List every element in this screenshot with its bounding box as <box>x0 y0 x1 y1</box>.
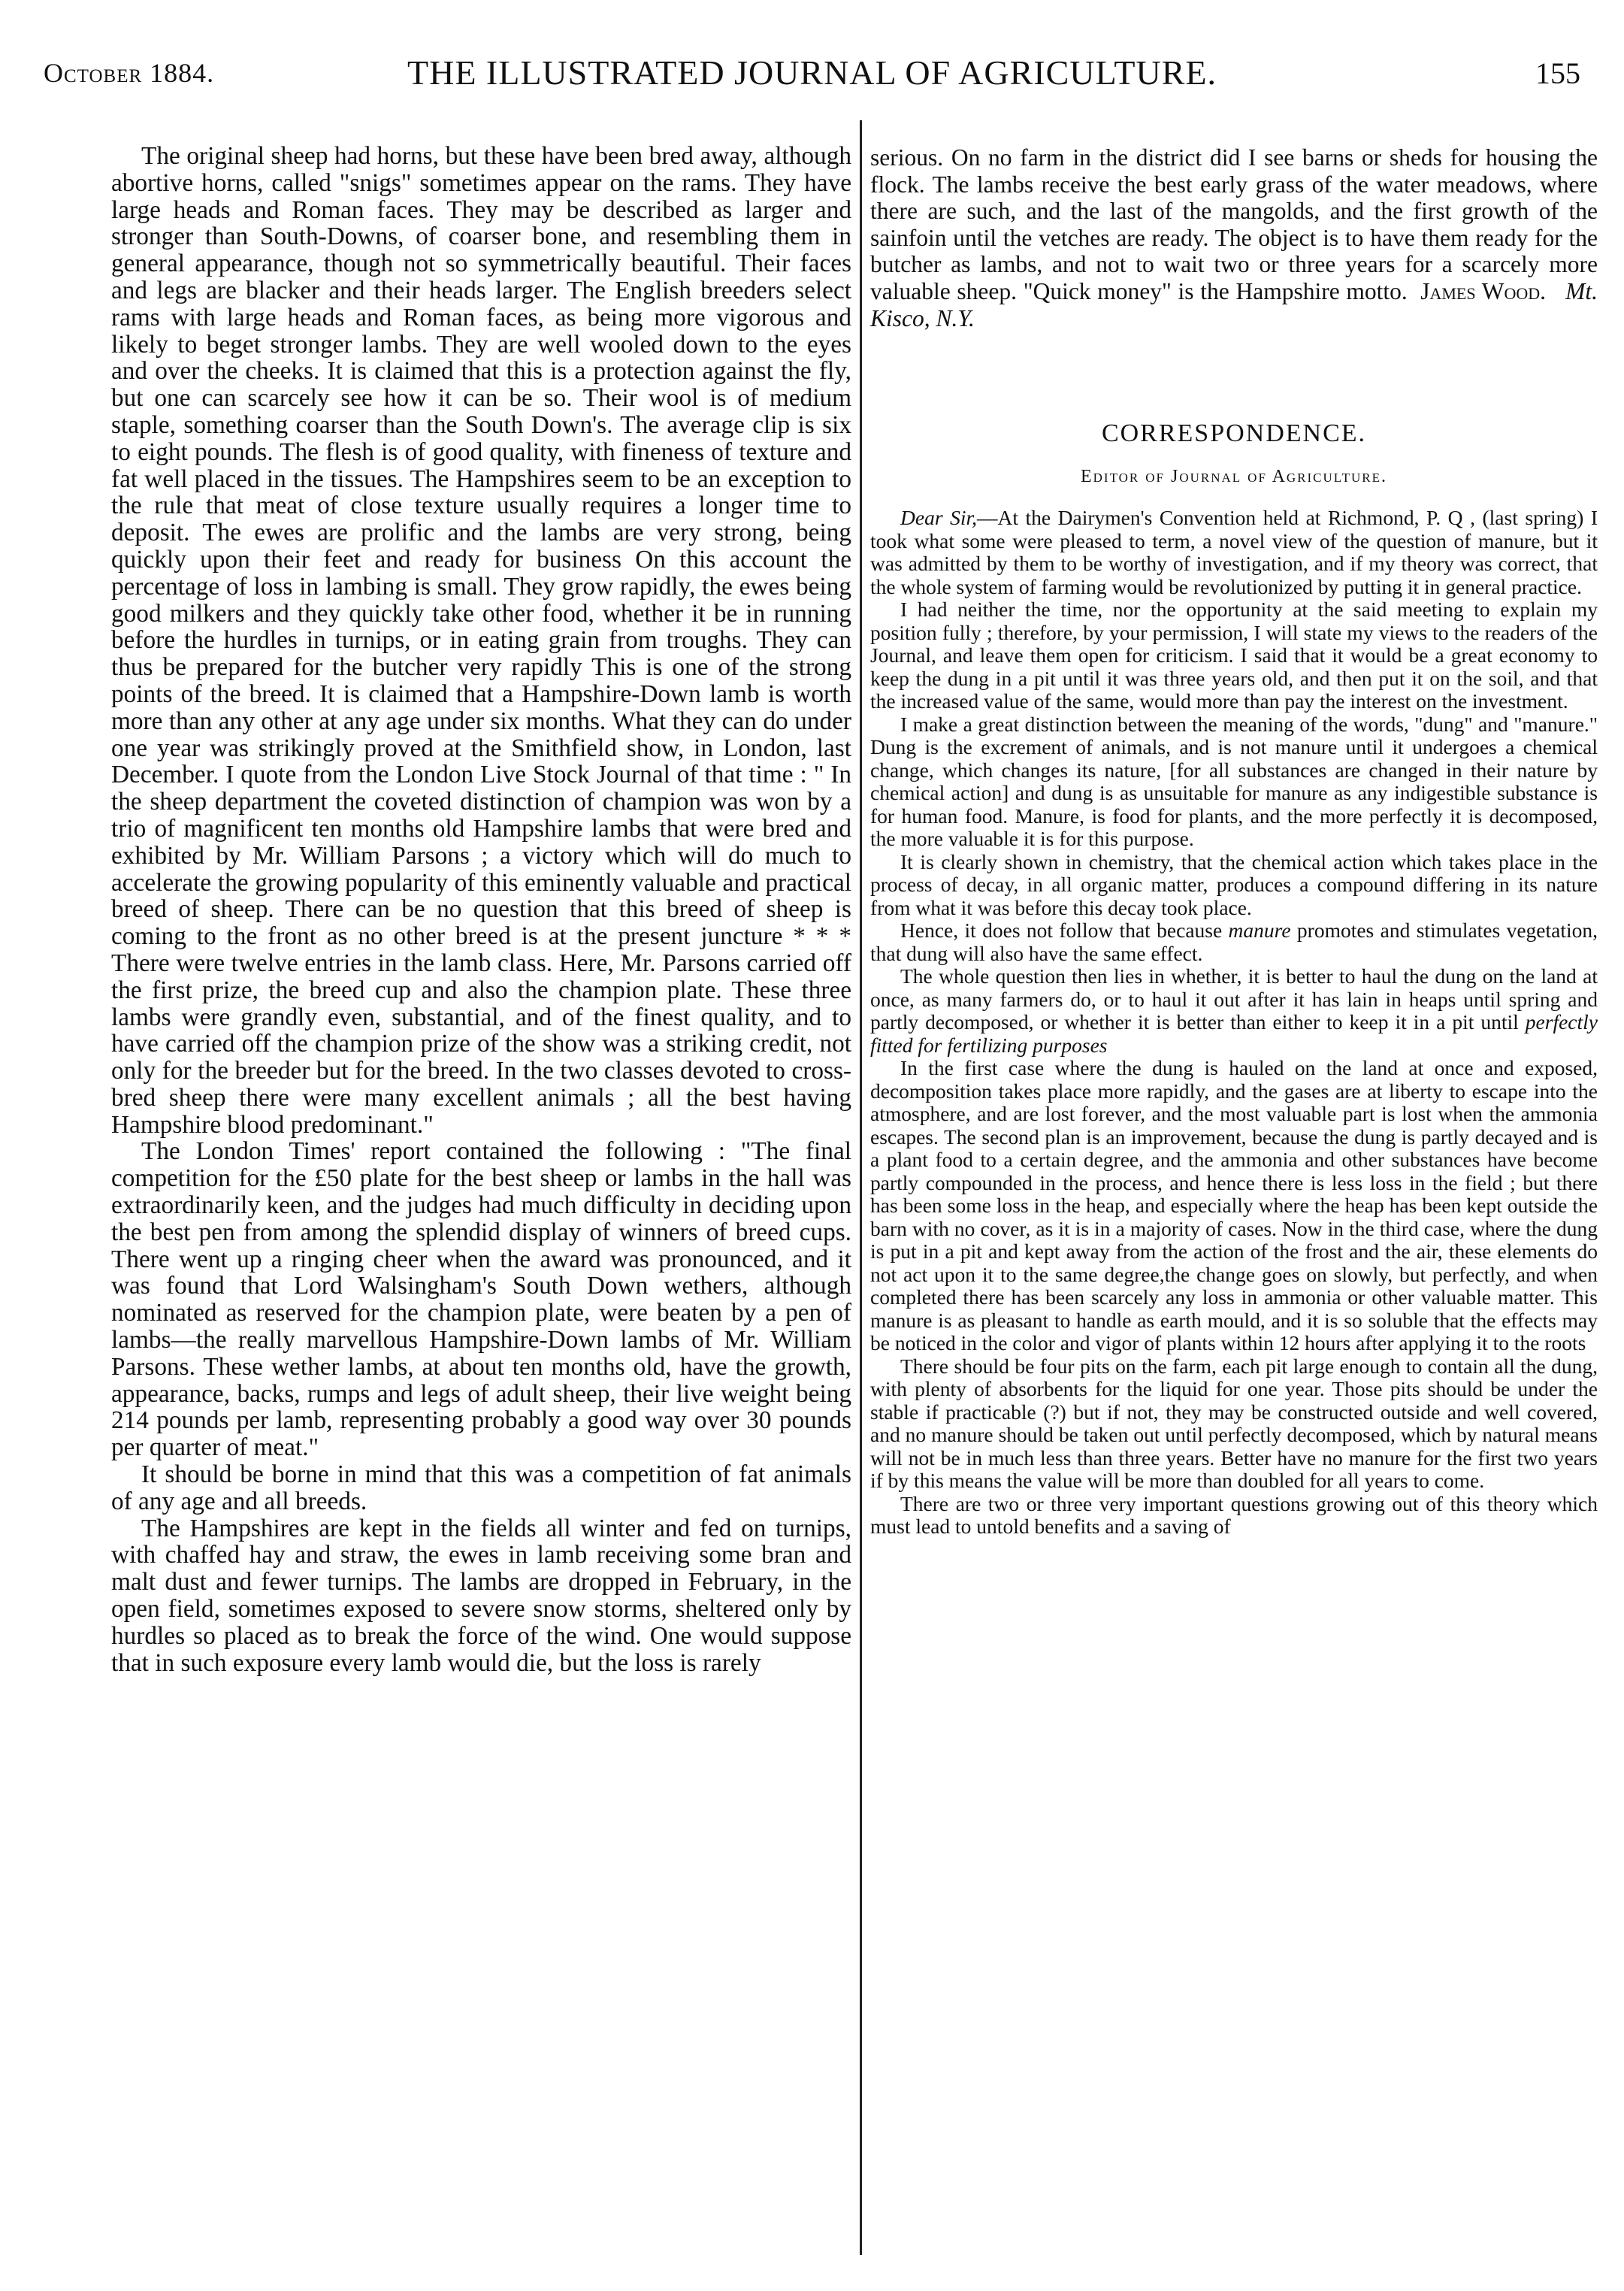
letter-paragraph: I had neither the time, nor the opportunity at the said meeting to explain my position fully ; therefore, by your permission, I will state my views to the readers of the Journal, and leave them open for criticism. I said that it would be a great economy to keep the dung in a pit until it was three years old, and then put it on the soil, and that the increased value of the same, would more than pay the interest on the investment. <box>870 598 1598 713</box>
header-date: October 1884. <box>44 58 215 88</box>
journal-title: THE ILLUSTRATED JOURNAL OF AGRICULTURE. <box>407 53 1217 92</box>
article-paragraph: It should be borne in mind that this was a competition of fat animals of any age and all breeds. <box>111 1460 851 1515</box>
page-number: 155 <box>1535 56 1580 90</box>
letter-paragraph: There should be four pits on the farm, each pit large enough to contain all the dung, with plenty of absorbents for the liquid for one year. Those pits should be under the stable if practicable (?) but if not, they may be constructed outside and well covered, and no manure should be taken out until perfectly decomposed, which by natural means will not be in much less than three years. Better have no manure for the first two years if by this means the value will be more than doubled for all years to come. <box>870 1354 1598 1493</box>
column-divider <box>860 120 862 2255</box>
section-subheading: Editor of Journal of Agriculture. <box>1080 466 1388 486</box>
letter-paragraph: There are two or three very important questions growing out of this theory which must lead to untold benefits and a saving of <box>870 1491 1598 1539</box>
letter-paragraph: In the first case where the dung is hauled on the land at once and exposed, decomposition takes place more rapidly, and the gases are at liberty to escape into the atmosphere, and are lost forever, and the most valuable part is lost when the ammonia escapes. The second plan is an improvement, because the dung is partly decayed and is a plant food to a certain degree, and the ammonia and other substances have become partly compounded in the process, and hence there is less loss in the field ; but there has been some loss in the heap, and especially where the heap has been kept outside the barn with no cover, as it is in a majority of cases. Now in the third case, where the dung is put in a pit and kept away from the action of the frost and the air, these elements do not act upon it to the same degree,the change goes on slowly, but perfectly, and when completed there has been scarcely any loss in ammonia or other valuable matter. This manure is as pleasant to handle as earth mould, and it is so soluble that the effects may be noticed in the color and vigor of plants within 12 hours after applying it to the roots <box>870 1056 1598 1355</box>
right-column <box>870 144 1598 1539</box>
letter-emphasis: manure <box>1228 919 1291 943</box>
letter-paragraph-text: —At the Dairymen's Convention held at Richmond, P. Q , (last spring) I took what some were pleased to term, a novel view of the question of manure, but it was admitted by them to be worthy of investigation, and if my theory was correct, that the whole system of farming would be revolutionized by putting it in general practice. <box>870 506 1598 598</box>
page-header <box>38 51 1586 96</box>
letter-text: promotes and stimulates vegetation, that dung will also have the same effect. <box>870 919 1598 965</box>
article-paragraph: The original sheep had horns, but these have been bred away, although abortive horns, called "snigs" sometimes appear on the rams. They have large heads and Roman faces. They may be described as larger and stronger than South-Downs, of coarser bone, and resembling them in general appearance, though not so symmetrically beautiful. Their faces and legs are blacker and their heads larger. The English breeders select rams with large heads and Roman faces, as being more vigorous and likely to beget stronger lambs. They are well wooled down to the eyes and over the cheeks. It is claimed that this is a protection against the fly, but one can scarcely see how it can be so. Their wool is of medium staple, something coarser than the South Down's. The average clip is six to eight pounds. The flesh is of good quality, with fineness of texture and fat well placed in the tissues. The Hampshires seem to be an exception to the rule that meat of close texture usually requires a longer time to deposit. The ewes are prolific and the lambs are very strong, being quickly upon their feet and ready for business On this account the percentage of loss in lambing is small. They grow rapidly, the ewes being good milkers and they quickly take other food, whether it be in running before the hurdles in turnips, or in eating grain from troughs. They can thus be prepared for the butcher very rapidly This is one of the strong points of the breed. It is claimed that a Hampshire-Down lamb is worth more than any other at any age under six months. What they can do under one year was strikingly proved at the Smithfield show, in London, last December. I quote from the London Live Stock Journal of that time : " In the sheep department the coveted distinction of champion was won by a trio of magnificent ten months old Hampshire lambs that were bred and exhibited by Mr. William Parsons ; a victory which will do much to accelerate the growing popularity of this eminently valuable and practical breed of sheep. There can be no question that this breed of sheep is coming to the front as no other breed is at the present juncture * * * There were twelve entries in the lamb class. Here, Mr. Parsons carried off the first prize, the breed cup and also the champion plate. These three lambs were grandly even, substantial, and of the finest quality, and to have carried off the champion prize of the show was a striking credit, not only for the breeder but for the breed. In the two classes devoted to cross-bred sheep there were many excellent animals ; all the best having Hampshire blood predominant." <box>111 142 851 1139</box>
letter-emphasis: perfectly fitted for fertilizing purposes <box>870 1010 1598 1057</box>
article-paragraph-end <box>870 144 1598 331</box>
left-column <box>111 143 851 1676</box>
author-signature: James Wood. <box>1420 277 1546 304</box>
letter-paragraph <box>870 965 1598 1057</box>
article-paragraph: The Hampshires are kept in the fields all winter and fed on turnips, with chaffed hay and straw, the ewes in lamb receiving some bran and malt dust and fewer turnips. The lambs are dropped in February, in the open field, sometimes exposed to severe snow storms, sheltered only by hurdles so placed as to break the force of the wind. One would suppose that in such exposure every lamb would die, but the loss is rarely <box>111 1514 851 1677</box>
article-paragraph-text: serious. On no farm in the district did I see barns or sheds for housing the flock. The lambs receive the best early grass of the water meadows, where there are such, and the last of the mangolds, and the first growth of the sainfoin until the vetches are ready. The object is to have them ready for the butcher as lambs, and not to wait two or three years for a scarcely more valuable sheep. "Quick money" is the Hampshire motto. <box>870 144 1598 304</box>
author-location: Mt. Kisco, N.Y. <box>870 277 1598 331</box>
letter-text: Hence, it does not follow that because <box>900 919 1229 943</box>
section-heading: CORRESPONDENCE. <box>1101 419 1367 448</box>
letter-text: The whole question then lies in whether, it is better to haul the dung on the land at once, as many farmers do, or to haul it out after it has lain in heaps until spring and partly decomposed, or whether it is better than either to keep it in a pit until <box>870 964 1598 1034</box>
letter-salutation: Dear Sir, <box>900 506 977 530</box>
letter-paragraph <box>870 919 1598 965</box>
letter-paragraph: I make a great distinction between the meaning of the words, "dung" and "manure." Dung is the excrement of animals, and is not manure until it undergoes a chemical change, which changes its nature, [for all substances are changed in their nature by chemical action] and dung is as unsuitable for manure as any indigestible substance is for human food. Manure, is food for plants, and the more perfectly it is decomposed, the more valuable it is for this purpose. <box>870 712 1598 851</box>
article-paragraph: The London Times' report contained the following : "The final competition for the £50 plate for the best sheep or lambs in the hall was extraordinarily keen, and the judges had much difficulty in deciding upon the best pen from among the splendid display of winners of breed cups. There went up a ringing cheer when the award was pronounced, and it was found that Lord Walsingham's South Down wethers, although nominated as reserved for the champion plate, were beaten by a pen of lambs—the really marvellous Hampshire-Down lambs of Mr. William Parsons. These wether lambs, at about ten months old, have the growth, appearance, backs, rumps and legs of adult sheep, their live weight being 214 pounds per lamb, representing probably a good way over 30 pounds per quarter of meat." <box>111 1137 851 1462</box>
letter-paragraph: It is clearly shown in chemistry, that the chemical action which takes place in the process of decay, in all organic matter, produces a compound differing in its nature from what it was before this decay took place. <box>870 849 1598 919</box>
letter-paragraph <box>870 507 1598 598</box>
